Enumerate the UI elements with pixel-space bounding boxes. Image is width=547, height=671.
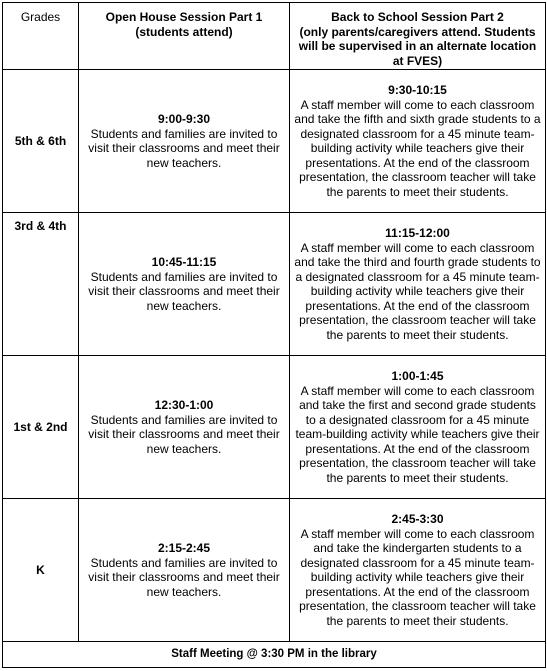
session-description: Students and families are invited to visit their classrooms and meet their new teachers. (88, 412, 280, 456)
back-to-school-column-header (290, 3, 546, 70)
session-description: A staff member will come to each classroom and take the fifth and sixth grade students to a designated classroom for a 45 minute team-building activity while teachers give their presentations. At the end of the classroom presentation, the classroom teacher will take the parents to meet their students. (294, 97, 541, 199)
session-time: 2:15-2:45 (157, 541, 211, 555)
session-description: Students and families are invited to visit their classrooms and meet their new teachers. (88, 269, 280, 313)
session-description: A staff member will come to each classroom and take the kindergarten students to a designated classroom for a 45 minute team-building activity while teachers give their presentations. At the end of the classroom presentation, the classroom teacher will take the parents to meet their students. (299, 526, 536, 628)
back-to-school-header-text: Back to School Session Part 2 (only parents/caregivers attend. Students will be supervised in an alternate location at FVES) (298, 10, 537, 68)
grade-cell: 1st & 2nd (3, 356, 79, 499)
session-description: Students and families are invited to visit their classrooms and meet their new teachers. (88, 126, 280, 170)
back-to-school-cell (290, 70, 546, 213)
open-house-cell (79, 213, 290, 356)
session-time: 9:00-9:30 (157, 112, 211, 126)
open-house-cell (79, 499, 290, 642)
staff-meeting-note: Staff Meeting @ 3:30 PM in the library (3, 642, 546, 668)
open-house-column-header (79, 3, 290, 70)
schedule-table (2, 2, 546, 668)
open-house-cell (79, 356, 290, 499)
session-description: A staff member will come to each classroom and take the third and fourth grade students to a designated classroom for a 45 minute team-building activity while teachers give their presentations. At the end of the classroom presentation, the classroom teacher will take the parents to meet their students. (294, 240, 541, 342)
session-description: Students and families are invited to visit their classrooms and meet their new teachers. (88, 555, 280, 599)
table-row (3, 499, 546, 642)
back-to-school-cell (290, 213, 546, 356)
table-row (3, 70, 546, 213)
table-row (3, 213, 546, 356)
open-house-header-text: Open House Session Part 1 (students attend) (105, 10, 263, 39)
grade-cell: 5th & 6th (3, 70, 79, 213)
back-to-school-cell (290, 356, 546, 499)
open-house-cell (79, 70, 290, 213)
session-time: 9:30-10:15 (388, 83, 447, 97)
session-description: A staff member will come to each classroom and take the first and second grade students to a designated classroom for a 45 minute team-building activity while teachers give their presentations. At the end of the classroom presentation, the classroom teacher will take the parents to meet their students. (295, 383, 540, 485)
session-time: 2:45-3:30 (391, 512, 444, 526)
session-time: 10:45-11:15 (151, 255, 217, 269)
grade-cell: 3rd & 4th (3, 213, 79, 356)
back-to-school-cell (290, 499, 546, 642)
table-row (3, 356, 546, 499)
session-time: 1:00-1:45 (391, 369, 444, 383)
footer-row (3, 642, 546, 668)
session-time: 11:15-12:00 (385, 226, 450, 240)
session-time: 12:30-1:00 (154, 398, 214, 412)
header-row (3, 3, 546, 70)
grade-cell: K (3, 499, 79, 642)
grades-header-text: Grades (20, 10, 61, 24)
grades-column-header (3, 3, 79, 70)
